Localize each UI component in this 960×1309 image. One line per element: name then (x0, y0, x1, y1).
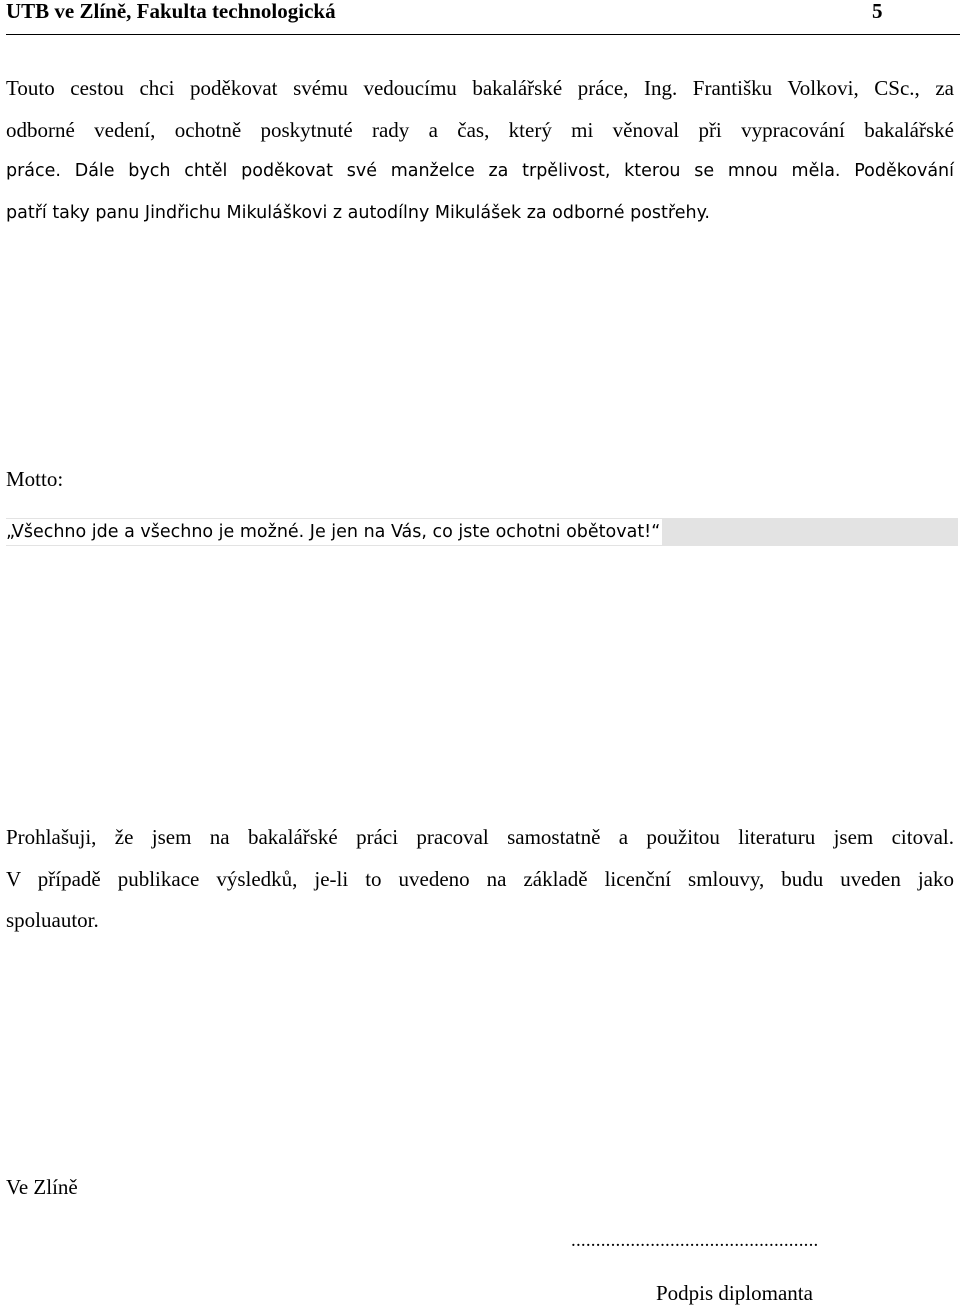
page-number: 5 (872, 0, 883, 23)
page-header (6, 0, 960, 35)
signature-label: Podpis diplomanta (656, 1281, 813, 1305)
signature-place: Ve Zlíně (6, 1175, 78, 1199)
motto-label: Motto: (6, 467, 64, 491)
declaration-line: spoluautor. (6, 908, 99, 932)
motto-quote: „Všechno jde a všechno je možné. Je jen na Vás, co jste ochotni obětovat!“ (6, 519, 662, 545)
header-title: UTB ve Zlíně, Fakulta technologická (6, 0, 336, 23)
motto-quote-highlight (6, 518, 958, 546)
declaration-line: V případě publikace výsledků, je-li to uvedeno na základě licenční smlouvy, budu uveden jako (6, 867, 954, 891)
acknowledgement-line: patří taky panu Jindřichu Mikuláškovi z autodílny Mikulášek za odborné postřehy. (6, 203, 710, 223)
acknowledgement-line: Touto cestou chci poděkovat svému vedoucímu bakalářské práce, Ing. Františku Volkovi, CSc., za (6, 76, 954, 100)
acknowledgement-line: odborné vedení, ochotně poskytnuté rady a čas, který mi věnoval při vypracování bakalářské (6, 118, 954, 142)
declaration-line: Prohlašuji, že jsem na bakalářské práci pracoval samostatně a použitou literaturu jsem citoval. (6, 825, 954, 849)
acknowledgement-line: práce. Dále bych chtěl poděkovat své manželce za trpělivost, kterou se mnou měla. Poděkování (6, 161, 954, 181)
signature-line: .................................................. (571, 1230, 819, 1251)
